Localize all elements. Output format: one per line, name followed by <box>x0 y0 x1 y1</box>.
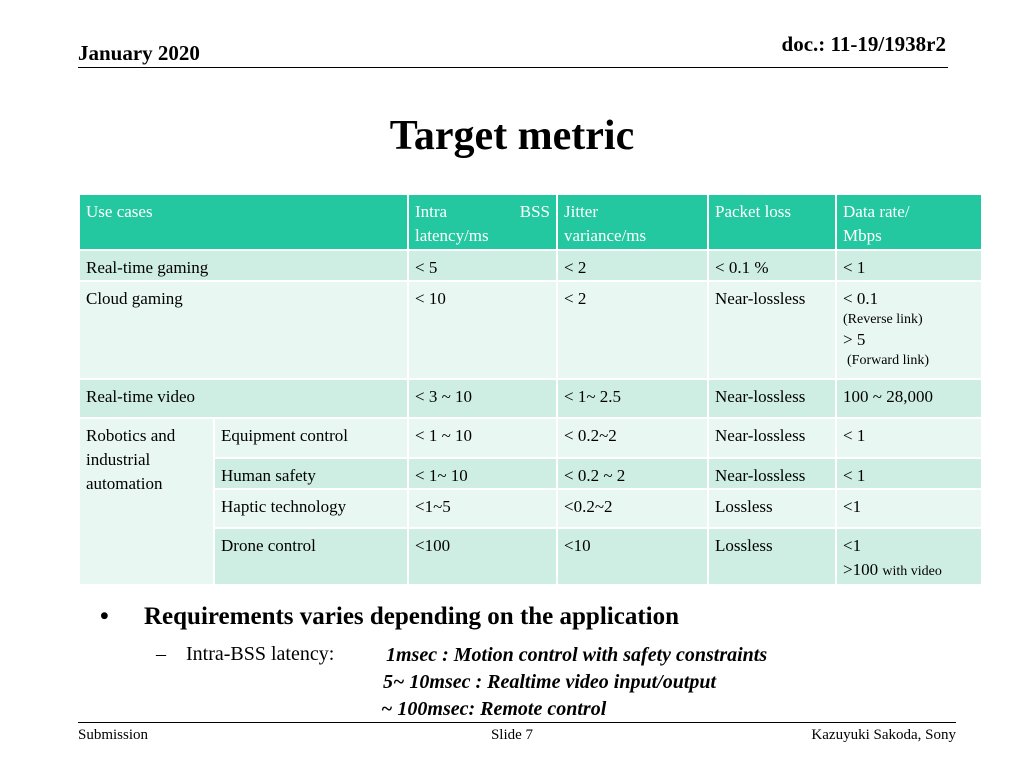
header-divider <box>78 67 948 68</box>
cell-latency: < 1~ 10 <box>408 458 557 489</box>
table-row <box>79 418 982 458</box>
cell-jitter: < 0.2~2 <box>557 418 708 458</box>
cell-jitter: <10 <box>557 528 708 585</box>
data-rate-reverse-note: (Reverse link) <box>843 312 923 327</box>
header-latency-word-2: BSS <box>519 202 550 221</box>
header-data-rate-line-1: Data rate/ <box>843 202 910 221</box>
cell-sub-use-case: Equipment control <box>214 418 408 458</box>
header-latency <box>408 194 557 250</box>
header-doc-id: doc.: 11-19/1938r2 <box>781 32 946 56</box>
footer-author: Kazuyuki Sakoda, Sony <box>811 727 956 743</box>
cell-data-rate: <1 <box>836 489 982 528</box>
footer-submission: Submission <box>78 727 149 743</box>
header-latency-unit: latency/ms <box>415 226 489 245</box>
table-row <box>79 281 982 379</box>
bullet-main <box>100 603 800 631</box>
header-packet-loss: Packet loss <box>708 194 836 250</box>
slide-title: Target metric <box>389 113 635 159</box>
cell-jitter: < 0.2 ~ 2 <box>557 458 708 489</box>
cell-jitter: < 1~ 2.5 <box>557 379 708 418</box>
cell-data-rate <box>836 281 982 379</box>
cell-sub-use-case: Human safety <box>214 458 408 489</box>
cell-latency: < 10 <box>408 281 557 379</box>
footer-divider <box>78 722 956 723</box>
table-row <box>79 489 982 528</box>
data-rate-video <box>843 558 975 584</box>
header-jitter-line-2: variance/ms <box>564 226 647 245</box>
cell-use-case: Real-time gaming <box>79 250 408 281</box>
cell-latency: <100 <box>408 528 557 585</box>
cell-jitter: < 2 <box>557 281 708 379</box>
data-rate-video-note: with video <box>882 564 942 579</box>
cell-packet-loss: Near-lossless <box>708 379 836 418</box>
table-header-row <box>79 194 982 250</box>
data-rate-base: <1 <box>843 536 862 555</box>
data-rate-forward-note: (Forward link) <box>847 353 930 368</box>
header-latency-word-1: Intra <box>415 202 448 221</box>
header-use-cases: Use cases <box>79 194 408 250</box>
cell-sub-use-case: Drone control <box>214 528 408 585</box>
cell-latency: < 1 ~ 10 <box>408 418 557 458</box>
table-row <box>79 458 982 489</box>
cell-latency: < 3 ~ 10 <box>408 379 557 418</box>
cell-use-case: Cloud gaming <box>79 281 408 379</box>
header-jitter <box>557 194 708 250</box>
header-data-rate-line-2: Mbps <box>843 226 882 245</box>
cell-latency: < 5 <box>408 250 557 281</box>
cell-latency: <1~5 <box>408 489 557 528</box>
cell-data-rate: 100 ~ 28,000 <box>836 379 982 418</box>
target-metric-table <box>78 193 983 586</box>
cell-data-rate: < 1 <box>836 250 982 281</box>
data-rate-video-value: >100 <box>843 560 879 579</box>
table-row <box>79 250 982 281</box>
cell-packet-loss: Lossless <box>708 528 836 585</box>
cell-data-rate: < 1 <box>836 458 982 489</box>
cell-packet-loss: < 0.1 % <box>708 250 836 281</box>
bullet-dot: • <box>100 603 109 630</box>
data-rate-reverse: < 0.1 <box>843 289 879 308</box>
header-jitter-line-1: Jitter <box>564 202 598 221</box>
header-date: January 2020 <box>78 41 200 65</box>
cell-sub-use-case: Haptic technology <box>214 489 408 528</box>
cell-jitter: < 2 <box>557 250 708 281</box>
cell-data-rate: < 1 <box>836 418 982 458</box>
cell-packet-loss: Near-lossless <box>708 418 836 458</box>
sub-bullet-dash: – <box>156 643 166 665</box>
bullet-main-text: Requirements varies depending on the application <box>144 603 679 630</box>
cell-jitter: <0.2~2 <box>557 489 708 528</box>
latency-line-1: 1msec : Motion control with safety constraints <box>386 644 768 666</box>
cell-packet-loss: Near-lossless <box>708 281 836 379</box>
cell-packet-loss: Near-lossless <box>708 458 836 489</box>
cell-robotics-group: Robotics and industrial automation <box>79 418 214 585</box>
cell-packet-loss: Lossless <box>708 489 836 528</box>
table-row <box>79 379 982 418</box>
cell-use-case: Real-time video <box>79 379 408 418</box>
sub-bullet-label: Intra-BSS latency: <box>186 643 335 665</box>
header-data-rate <box>836 194 982 250</box>
data-rate-forward: > 5 <box>843 330 866 349</box>
footer-slide-number: Slide 7 <box>490 727 534 743</box>
cell-data-rate <box>836 528 982 585</box>
table-row <box>79 528 982 585</box>
latency-line-2: 5~ 10msec : Realtime video input/output <box>383 671 717 693</box>
latency-line-3: ~ 100msec: Remote control <box>381 698 607 720</box>
